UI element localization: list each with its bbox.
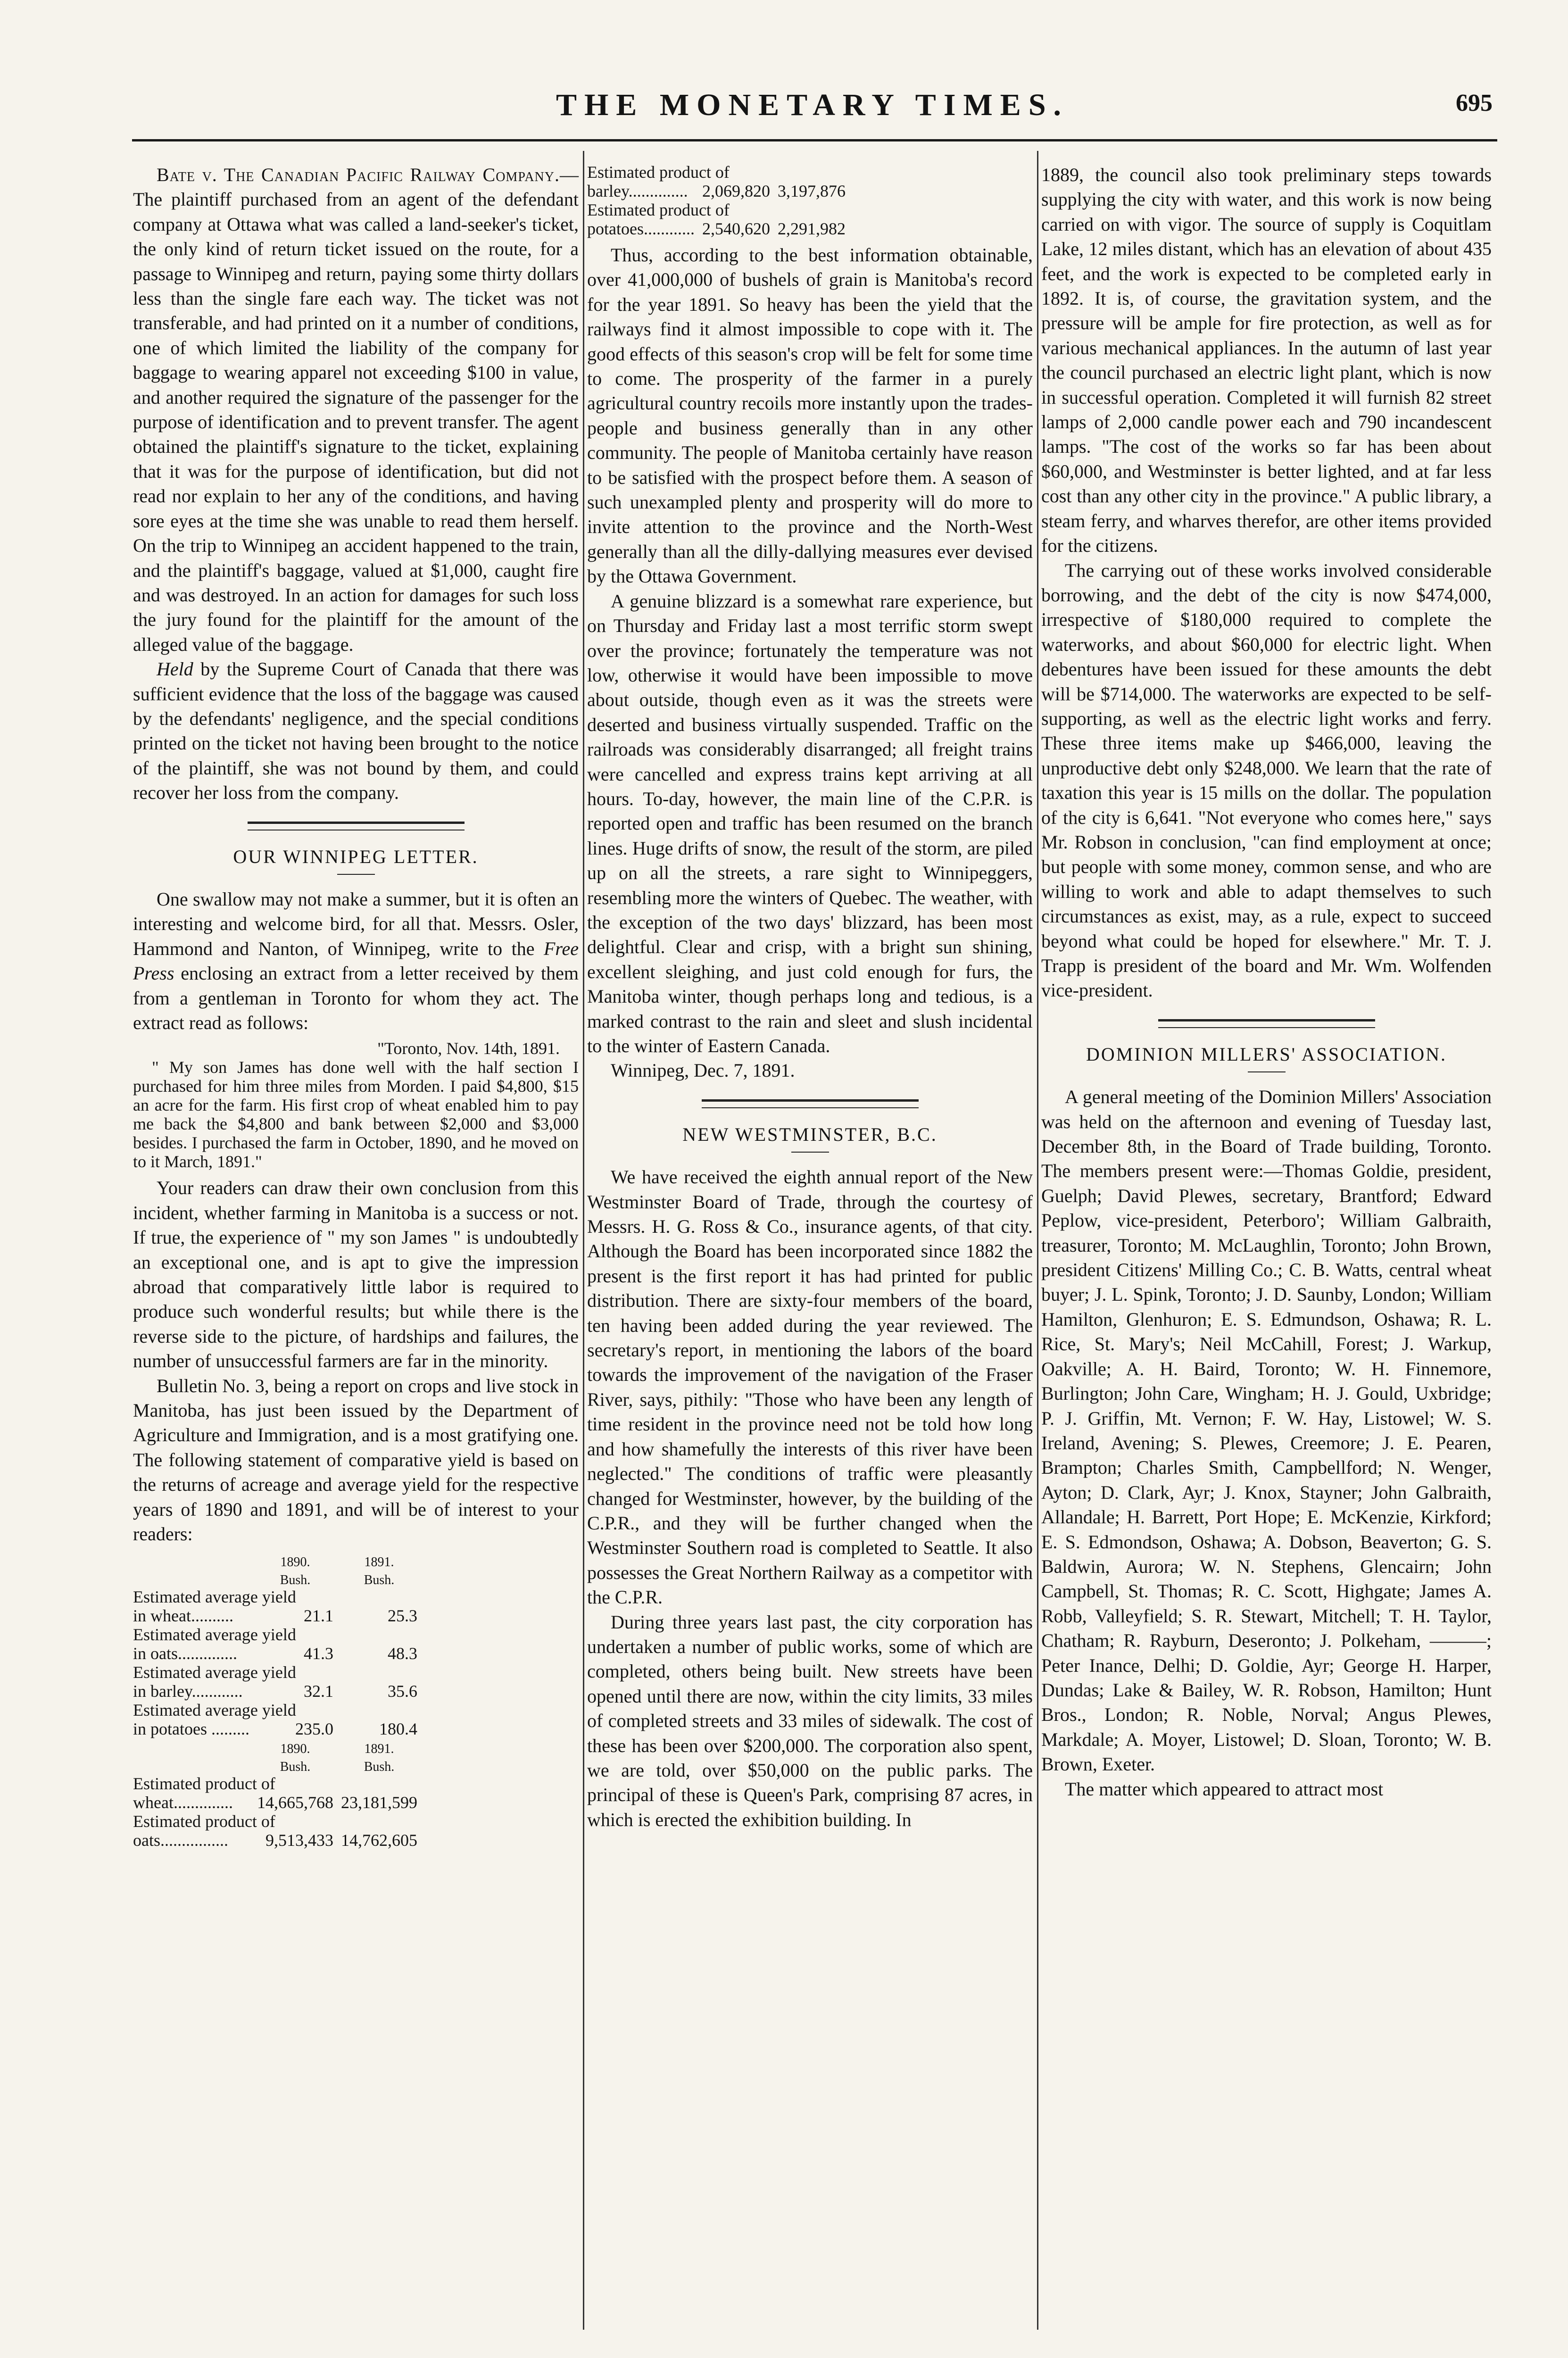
table-row: Estimated product of — [133, 1774, 275, 1793]
millers-paragraph: A general meeting of the Dominion Millers' Association was held on the afternoon and evening of Tuesday last, December 8th, in the Board of Trade building, Toronto. The members present were:—Thomas Goldie, president, Guelph; David Plewes, secretary, Brantford; Edward Peplow, vice-president, Peterboro'; William Galbraith, treasurer, Toronto; M. McLaughlin, Toronto; John Brown, president Citizens' Milling Co.; C. B. Watts, central wheat buyer; J. L. Spink, Toronto; J. D. Saunby, London; William Hamilton, Glenhuron; E. S. Edmundson, Oshawa; R. L. Rice, St. Mary's; Neil McCahill, Forest; J. Warkup, Oakville; A. H. Baird, Toronto; W. H. Finnemore, Burlington; John Care, Wingham; H. J. Gould, Uxbridge; P. J. Griffin, Mt. Vernon; F. W. Hay, Listowel; W. S. Ireland, Avening; S. Plewes, Creemore; J. E. Pearen, Brampton; Charles Smith, Campbellford; N. Wenger, Ayton; D. Clark, Ayr; J. Knox, Stayner; John Galbraith, Allandale; H. Barrett, Port Hope; E. McKenzie, Kirkford; E. S. Edmondson, Oshawa; A. Dobson, Beaverton; G. S. Baldwin, Aurora; W. N. Stephens, Glencairn; John Campbell, St. Thomas; R. C. Scott, Highgate; James A. Robb, Valleyfield; S. R. Stewart, Mitchell; T. H. Taylor, Chatham; R. Rayburn, Deseronto; J. Polkeham, ———; Peter Inance, Delhi; D. Goldie, Ayr; George H. Harper, Dundas; Lake & Bailey, W. R. Robson, Hamilton; Hunt Bros., London; R. Noble, Norval; Angus Plewes, Markdale; A. Moyer, Listowel; D. Sloan, Toronto; W. B. Brown, Exeter. — [1041, 1086, 1492, 1775]
section-divider — [702, 1099, 919, 1108]
table-row: barley.............. 2,069,820 3,197,876 — [587, 182, 846, 200]
winnipeg-paragraph: A genuine blizzard is a somewhat rare experience, but on Thursday and Friday last a most terrific storm swept over the province; fortunately the temperature was not low, otherwise it would have been impossible to move about outside, though even as it was the streets were deserted and business virtually suspended. Traffic on the railroads was considerably disarranged; all freight trains were cancelled and express trains kept arriving at all hours. To-day, however, the main line of the C.P.R. is reported open and traffic has been resumed on the branch lines. Huge drifts of snow, the result of the storm, are piled up on all the streets, a rare sight to Winnipeggers, resembling more the winters of Quebec. The weather, with the exception of the two days' blizzard, has been most delightful. Clear and crisp, with a bright sun shining, excellent sleighing, and just cold enough for furs, the Manitoba winter, though perhaps long and tedious, is a marked contrast to the rain and sleet and slush incidental to the winter of Eastern Canada. — [587, 590, 1033, 1056]
page-number: 695 — [1456, 90, 1493, 116]
table-row: Estimated average yield — [133, 1587, 296, 1606]
unit-header: Bush. — [280, 1759, 311, 1774]
winnipeg-paragraph: Bulletin No. 3, being a report on crops and live stock in Manitoba, has just been issued by the Department of Agriculture and Immigration, and is a most gratifying one. The following statement of comparative yield is based on the returns of acreage and average yield for the respective years of 1890 and 1891, and will be of interest to your readers: — [133, 1375, 579, 1545]
extract-date: "Toronto, Nov. 14th, 1891. — [377, 1039, 560, 1058]
winnipeg-paragraph: Thus, according to the best information obtainable, over 41,000,000 of bushels of grain is Manitoba's record for the year 1891. So heavy has been the yield that the railways find it almost impossible to cope with it. The good effects of this season's crop will be felt for some time to come. The prosperity of the farmer in a purely agricultural country recoils more instantly upon the trades-people and business generally than in any other community. The people of Manitoba certainly have reason to be satisfied with the prospect before them. A season of such unexampled plenty and prosperity will do more to invite attention to the province and the North-West generally than all the dilly-dallying measures ever devised by the Ottawa Government. — [587, 244, 1033, 587]
table-row: in potatoes ......... 235.0 180.4 — [133, 1719, 417, 1738]
yield-table — [133, 1552, 417, 1850]
year-header: 1891. — [364, 1554, 394, 1569]
year-header: 1890. — [280, 1554, 310, 1569]
case-holding — [133, 657, 579, 805]
new-westminster-heading: NEW WESTMINSTER, B.C. — [682, 1123, 937, 1145]
letter-extract — [133, 1039, 579, 1171]
column-2 — [587, 163, 1033, 1832]
millers-heading: DOMINION MILLERS' ASSOCIATION. — [1086, 1043, 1447, 1065]
new-westminster-paragraph: 1889, the council also took preliminary steps towards supplying the city with water, and this work is now being carried on with vigor. The source of supply is Coquitlam Lake, 12 miles distant, which has an elevation of about 435 feet, and the work is expected to be completed early in 1892. It is, of course, the gravitation system, and the pressure will be ample for fire protection, as well as for various mechanical appliances. In the autumn of last year the council purchased an electric light plant, which is now in successful operation. Completed it will furnish 82 street lamps of 2,000 candle power each and 790 incandescent lamps. "The cost of the works so far has been about $60,000, and Westminster is better lighted, and at far less cost than any other city in the province." A public library, a steam ferry, and wharves therefor, are other items provided for the citizens. — [1041, 164, 1492, 556]
newspaper-name: Free Press — [133, 938, 579, 984]
product-table — [587, 163, 846, 238]
section-divider — [248, 822, 465, 830]
masthead-title: THE MONETARY TIMES. — [556, 88, 1069, 122]
column-rule — [1037, 151, 1038, 2330]
table-row: wheat.............. 14,665,768 23,181,599 — [133, 1793, 417, 1812]
masthead — [132, 87, 1493, 130]
heading-rule — [337, 874, 375, 875]
winnipeg-paragraph — [133, 887, 579, 1035]
table-row: Estimated product of — [587, 200, 730, 219]
unit-header: Bush. — [364, 1759, 395, 1774]
table-row: potatoes............ 2,540,620 2,291,982 — [587, 219, 846, 238]
year-header: 1891. — [364, 1741, 394, 1756]
masthead-rule — [132, 139, 1497, 141]
dateline: Winnipeg, Dec. 7, 1891. — [611, 1060, 795, 1081]
winnipeg-heading: OUR WINNIPEG LETTER. — [233, 846, 479, 867]
heading-rule — [791, 1152, 829, 1153]
table-row: Estimated average yield — [133, 1625, 296, 1644]
table-row: Estimated product of — [587, 163, 730, 182]
table-row: Estimated average yield — [133, 1700, 296, 1719]
held-body: by the Supreme Court of Canada that there was sufficient evidence that the loss of the baggage was caused by the defendants' negligence, and the special conditions printed on the ticket not having been brought to the notice of the plaintiff, she was not bound by them, and could recover her loss from the company. — [133, 658, 579, 804]
winnipeg-text: One swallow may not make a summer, but it is often an interesting and welcome bird, for all that. Messrs. Osler, Hammond and Nanton, of Winnipeg, write to the — [133, 888, 579, 959]
millers-paragraph: The matter which appeared to attract most — [1065, 1778, 1384, 1800]
column-3 — [1041, 163, 1492, 1802]
table-row: in oats.............. 41.3 48.3 — [133, 1644, 417, 1663]
case-caption: Bate v. The Canadian Pacific Railway Company. — [157, 164, 560, 185]
new-westminster-paragraph: We have received the eighth annual report of the New Westminster Board of Trade, through the courtesy of Messrs. H. G. Ross & Co., insurance agents, of that city. Although the Board has been incorporated since 1882 the present is the first report it has had printed for public distribution. There are sixty-four members of the board, ten having been added during the year reviewed. The secretary's report, in mentioning the labors of the board towards the improvement of the navigation of the Fraser River, says, pithily: "Those who have been any length of time resident in the province need not be told how long and how shamefully the interests of this river have been neglected." The conditions of traffic were pleasantly changed for Westminster, however, by the building of the C.P.R., and they will be further changed when the Westminster Southern road is completed to Seattle. It also possesses the Great Northern Railway as a competitor with the C.P.R. — [587, 1166, 1033, 1608]
case-report — [133, 163, 579, 657]
table-row: oats................ 9,513,433 14,762,605 — [133, 1830, 417, 1850]
table-row: in barley............ 32.1 35.6 — [133, 1681, 417, 1701]
section-divider — [1158, 1019, 1375, 1028]
case-body: —The plaintiff purchased from an agent of the defendant company at Ottawa what was called a land-seeker's ticket, the only kind of return ticket issued on the route, for a passage to Winnipeg and return, paying some thirty dollars less than the single fare each way. The ticket was not transferable, and had printed on it a number of conditions, one of which limited the liability of the company for baggage to wearing apparel not exceeding $100 in value, and another required the signature of the passenger for the purpose of identification and to prevent transfer. The agent obtained the plaintiff's signature to the ticket, explaining that it was for the purpose of identification, but did not read nor explain to her any of the conditions, and having sore eyes at the time she was unable to read them herself. On the trip to Winnipeg an accident happened to the train, and the plaintiff's baggage, valued at $1,000, caught fire and was destroyed. In an action for damages for such loss the jury found for the plaintiff for the amount of the alleged value of the baggage. — [133, 164, 579, 655]
winnipeg-text: enclosing an extract from a letter received by them from a gentleman in Toronto for whom they act. The extract read as follows: — [133, 963, 579, 1033]
new-westminster-paragraph: The carrying out of these works involved considerable borrowing, and the debt of the city is now $474,000, irrespective of $180,000 required to complete the waterworks, and about $60,000 for electric light. When debentures have been issued for these amounts the debt will be $714,000. The waterworks are expected to be self-supporting, as well as the electric light works and ferry. These three items make up $466,000, leaving the unproductive debt only $248,000. We learn that the rate of taxation this year is 15 mills on the dollar. The population of the city is 6,641. "Not everyone who comes here," says Mr. Robson in conclusion, "can find employment at once; but people with some money, common sense, and who are willing to work and able to adapt themselves to such circumstances as exist, may, as a rule, expect to succeed beyond what could be hoped for elsewhere." Mr. T. J. Trapp is president of the board and Mr. Wm. Wolfenden vice-president. — [1041, 559, 1492, 1001]
winnipeg-paragraph: Your readers can draw their own conclusion from this incident, whether farming in Manitoba is a success or not. If true, the experience of " my son James " is undoubtedly an exceptional one, and is apt to give the impression abroad that comparatively little labor is required to produce such wonderful results; but while there is the reverse side to the picture, of hardships and failures, the number of unsuccessful farmers are far in the minority. — [133, 1177, 579, 1372]
table-row: Estimated product of — [133, 1811, 275, 1831]
new-westminster-paragraph: During three years last past, the city corporation has undertaken a number of public works, some of which are completed, others being built. New streets have been opened until there are now, within the city limits, 33 miles of completed streets and 33 miles of sidewalk. The cost of these has been over $200,000. The corporation also spent, we are told, over $50,000 on the public parks. The principal of these is Queen's Park, comprising 87 acres, in which is erected the exhibition building. In — [587, 1611, 1033, 1830]
held-word: Held — [157, 658, 193, 680]
unit-header: Bush. — [364, 1572, 395, 1587]
table-row: in wheat.......... 21.1 25.3 — [133, 1606, 417, 1625]
column-rule — [583, 151, 584, 2330]
column-1 — [133, 163, 579, 1854]
year-header: 1890. — [280, 1741, 310, 1756]
heading-rule — [1248, 1071, 1286, 1072]
unit-header: Bush. — [280, 1572, 311, 1587]
extract-body: " My son James has done well with the half section I purchased for him three miles from Morden. I paid $4,800, $15 an acre for the farm. His first crop of wheat enabled him to pay me back the $4,800 and bank between $2,000 and $3,000 besides. I purchased the farm in October, 1890, and he moved on to it March, 1891." — [133, 1058, 579, 1171]
table-row: Estimated average yield — [133, 1662, 296, 1682]
